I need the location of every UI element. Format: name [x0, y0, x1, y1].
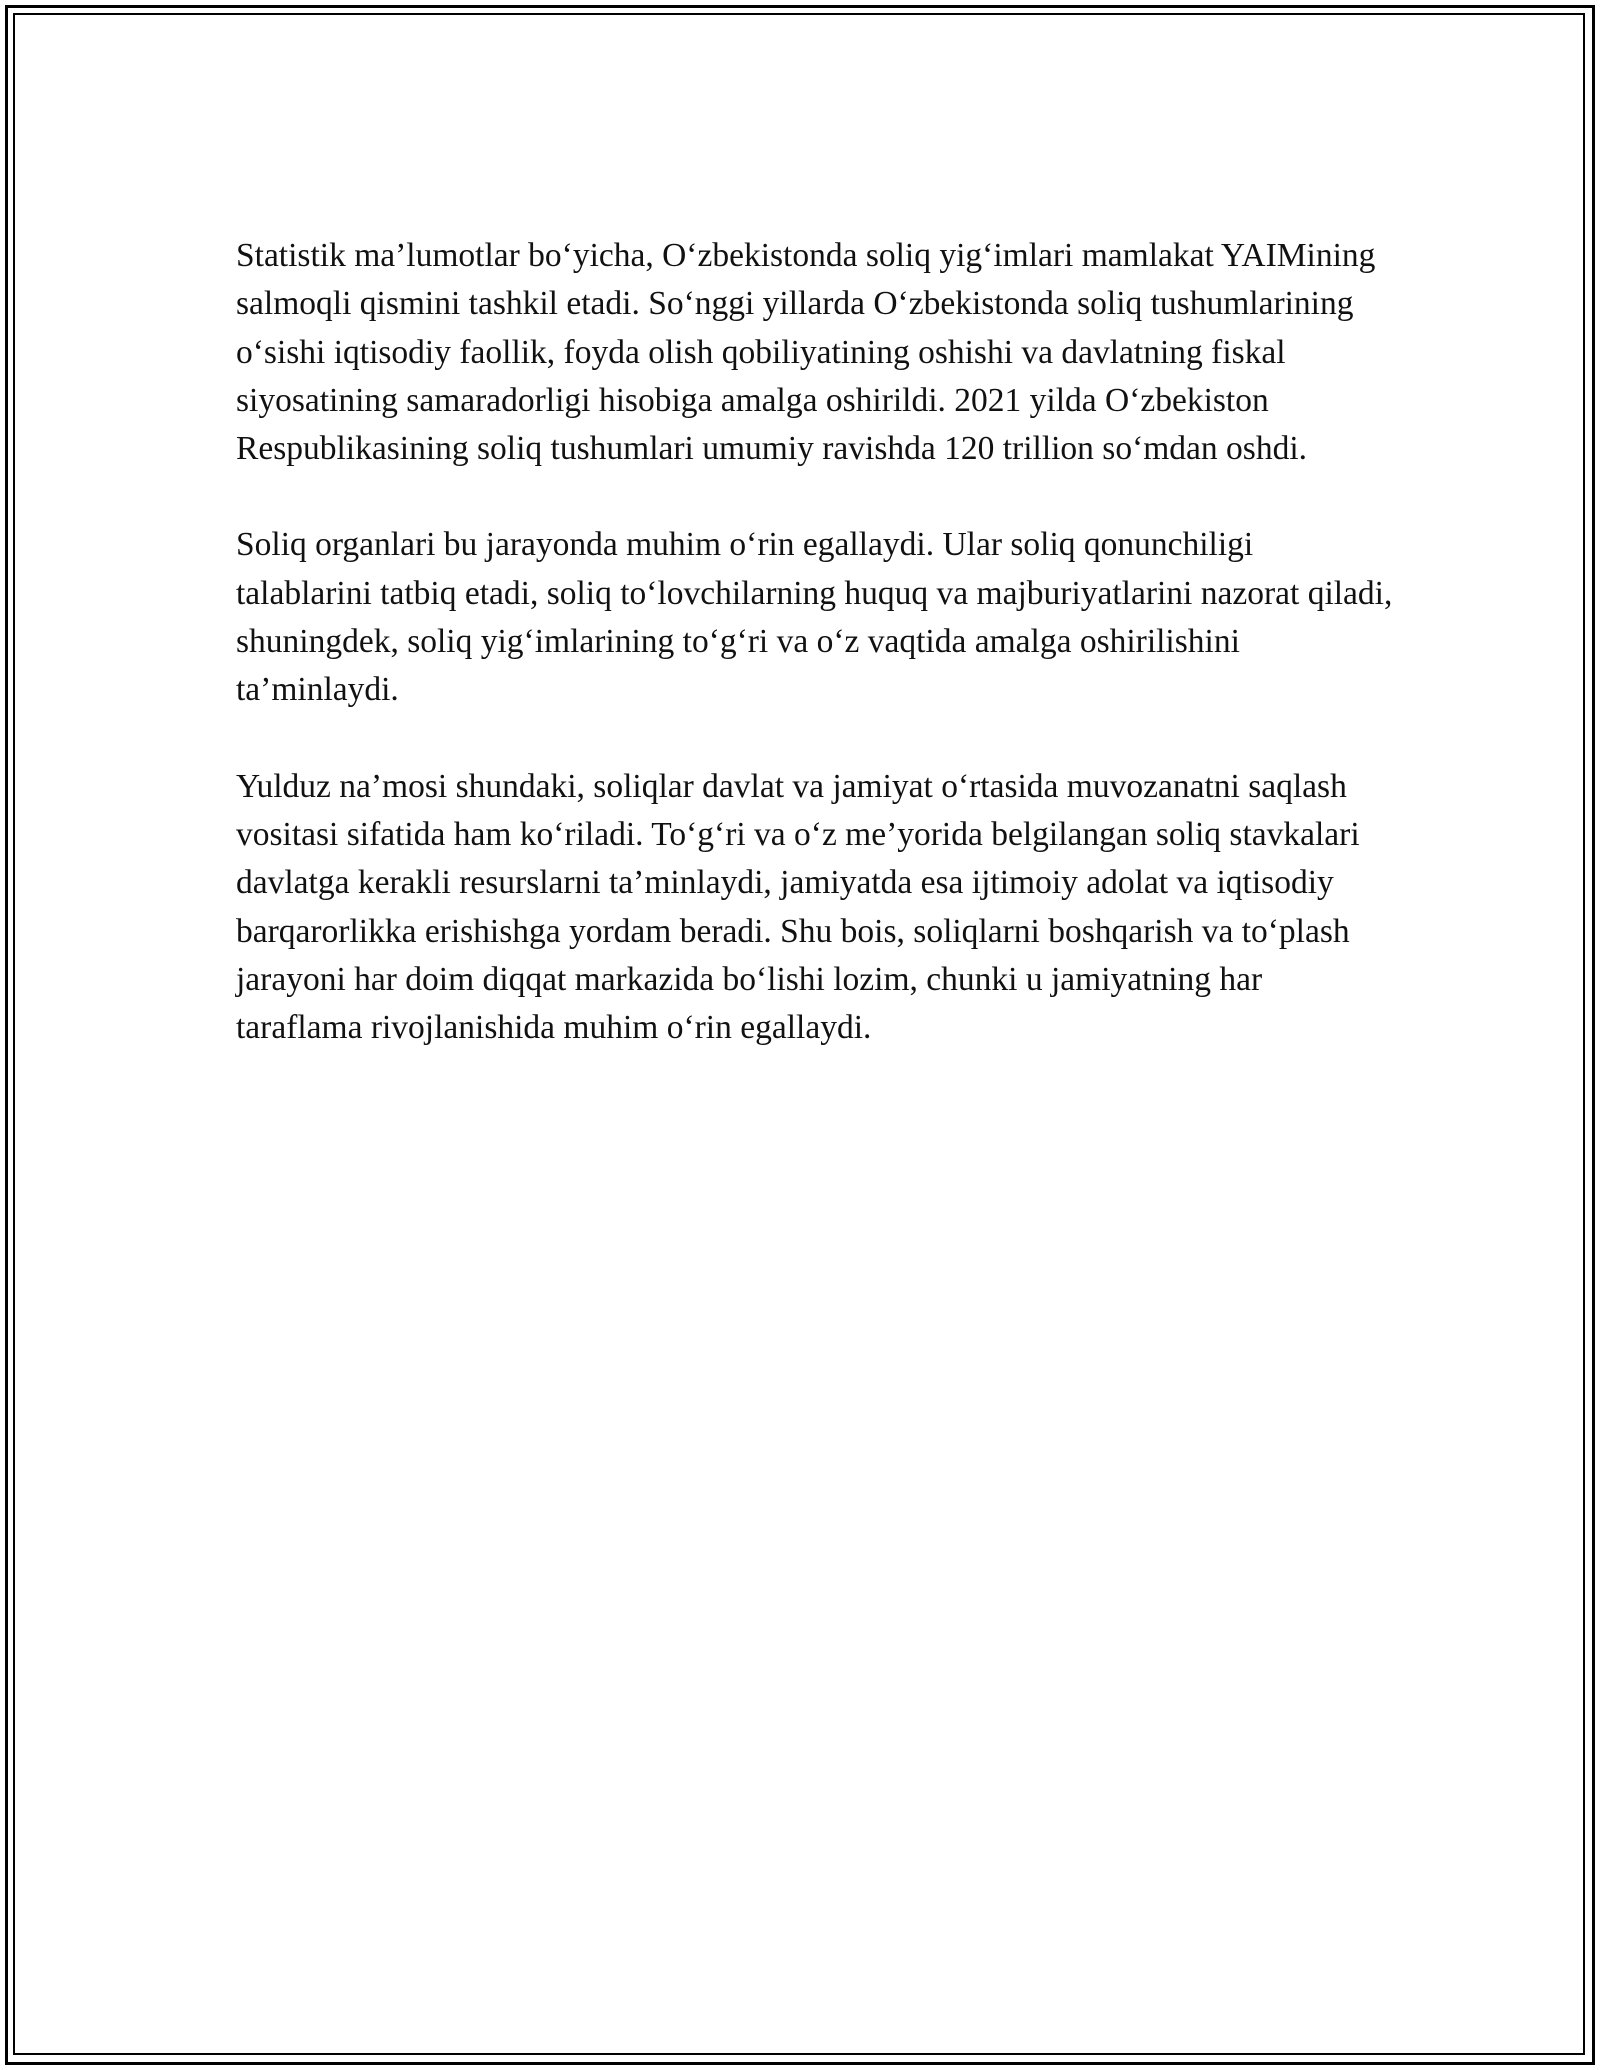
paragraph-tax-authorities: Soliq organlari bu jarayonda muhim o‘rin egallaydi. Ular soliq qonunchiligi talablarini tatbiq etadi, soliq to‘lovchilarning huquq va majburiyatlarini nazorat qiladi, shuningdek, soliq yig‘imlarining to‘g‘ri va o‘z vaqtida amalga oshirilishini ta’minlaydi.: [236, 526, 1393, 709]
document-body: [236, 232, 1396, 1052]
paragraph-tax-statistics: Statistik ma’lumotlar bo‘yicha, O‘zbekistonda soliq yig‘imlari mamlakat YAIMining salmoqli qismini tashkil etadi. So‘nggi yillarda O‘zbekistonda soliq tushumlarining o‘sishi iqtisodiy faollik, foyda olish qobiliyatining oshishi va davlatning fiskal siyosatining samaradorligi hisobiga amalga oshirildi. 2021 yilda O‘zbekiston Respublikasining soliq tushumlari umumiy ravishda 120 trillion so‘mdan oshdi.: [236, 237, 1376, 468]
paragraph-tax-balance: Yulduz na’mosi shundaki, soliqlar davlat va jamiyat o‘rtasida muvozanatni saqlash vositasi sifatida ham ko‘riladi. To‘g‘ri va o‘z me’yorida belgilangan soliq stavkalari davlatga kerakli resurslarni ta’minlaydi, jamiyatda esa ijtimoiy adolat va iqtisodiy barqarorlikka erishishga yordam beradi. Shu bois, soliqlarni boshqarish va to‘plash jarayoni har doim diqqat markazida bo‘lishi lozim, chunki u jamiyatning har taraflama rivojlanishida muhim o‘rin egallaydi.: [236, 767, 1360, 1047]
